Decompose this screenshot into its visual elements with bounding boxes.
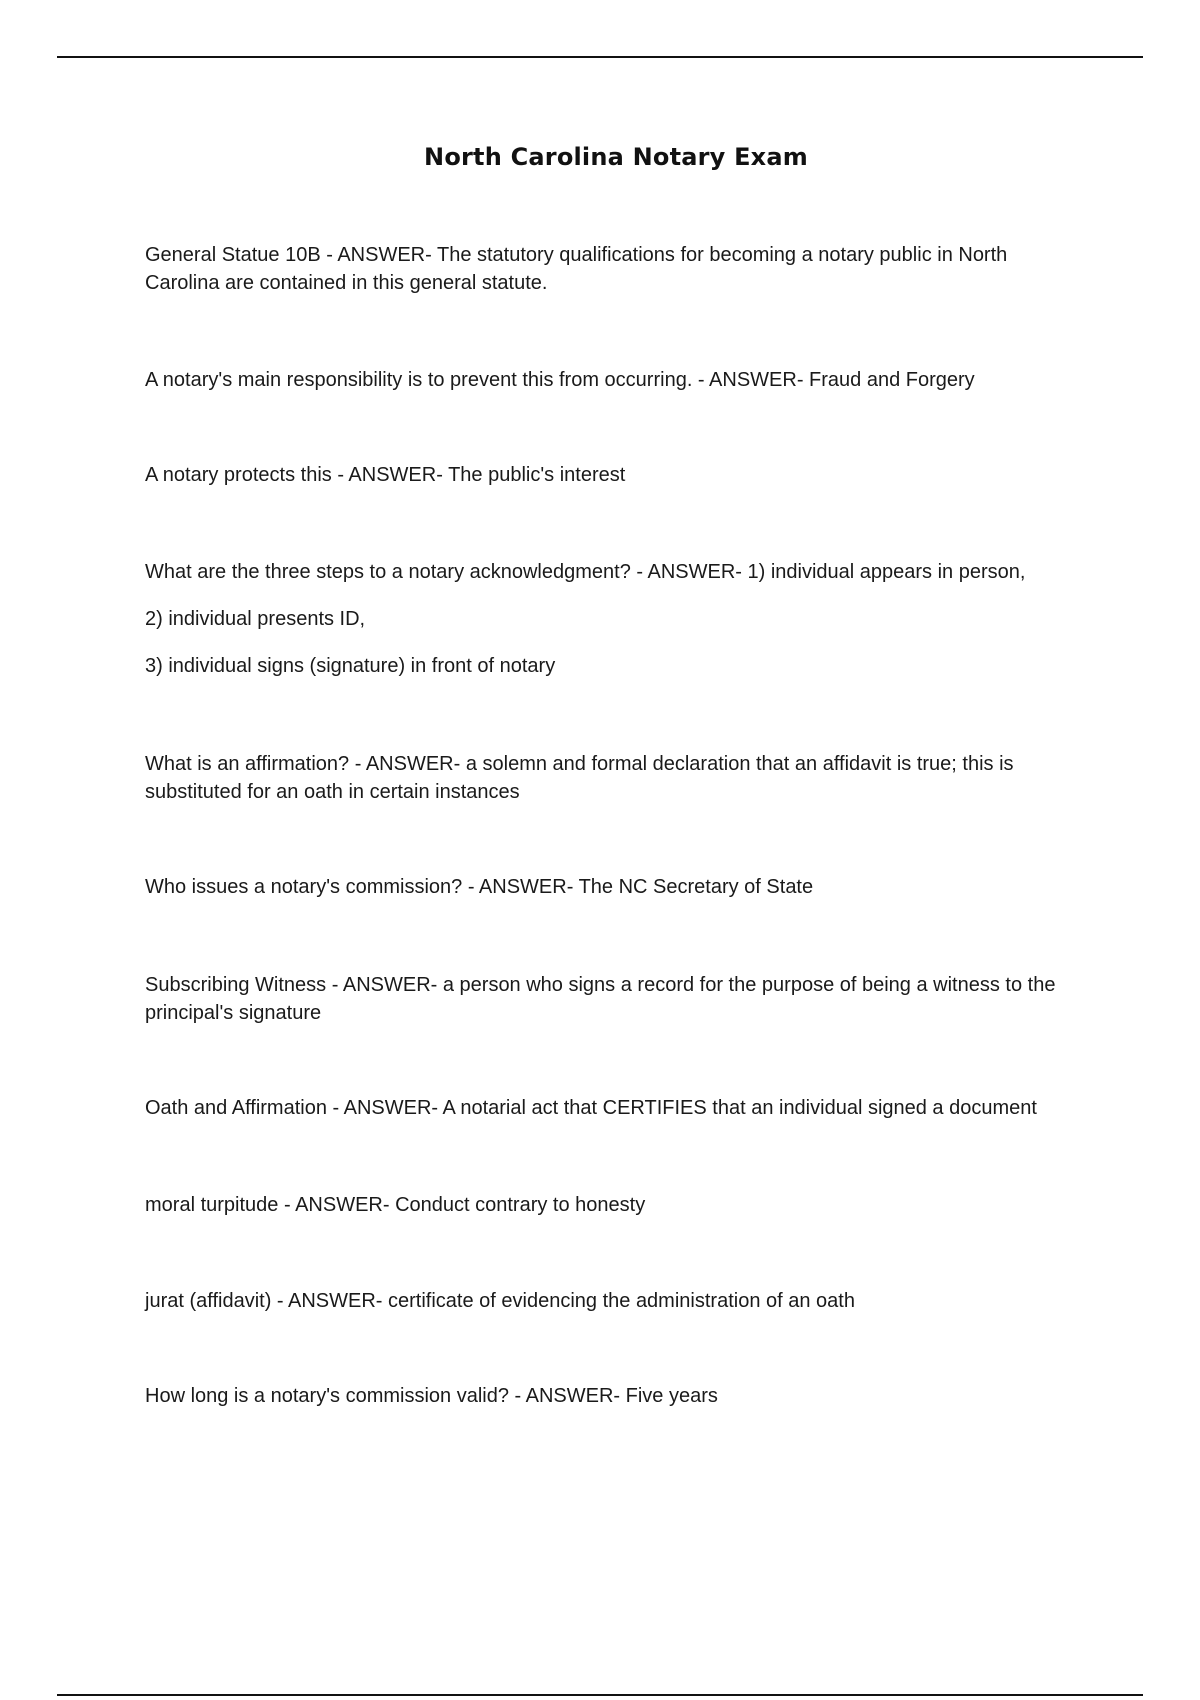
qa-entry-6 [145,873,1075,901]
document-title: North Carolina Notary Exam [424,143,808,171]
qa-entry-2 [145,366,1075,394]
bottom-rule [57,1694,1143,1696]
qa-entry-step-2: 2) individual presents ID, [145,608,366,630]
qa-entry-4 [145,558,1075,680]
qa-entry-5 [145,750,1075,806]
qa-entry-9 [145,1191,1075,1219]
qa-entry-3 [145,461,1075,489]
qa-entry-step-3: 3) individual signs (signature) in front of notary [145,655,556,677]
qa-entry-11 [145,1382,1075,1410]
qa-entry-text: How long is a notary's commission valid? - ANSWER- Five years [145,1385,718,1407]
qa-entry-1 [145,241,1075,297]
qa-entry-10 [145,1287,1075,1315]
qa-entry-text: General Statue 10B - ANSWER- The statutory qualifications for becoming a notary public in North Carolina are contained in this general statute. [145,244,1008,294]
qa-entry-8 [145,1094,1075,1122]
qa-entry-text: What is an affirmation? - ANSWER- a solemn and formal declaration that an affidavit is true; this is substituted for an oath in certain instances [145,753,1014,803]
qa-entry-text: jurat (affidavit) - ANSWER- certificate of evidencing the administration of an oath [145,1290,855,1312]
qa-entry-7 [145,971,1075,1027]
qa-entry-text: Subscribing Witness - ANSWER- a person who signs a record for the purpose of being a witness to the principal's signature [145,974,1056,1024]
qa-entry-text: What are the three steps to a notary acknowledgment? - ANSWER- 1) individual appears in person, [145,561,1026,583]
qa-entry-text: Oath and Affirmation - ANSWER- A notarial act that CERTIFIES that an individual signed a document [145,1097,1037,1119]
qa-entry-text: moral turpitude - ANSWER- Conduct contrary to honesty [145,1194,646,1216]
qa-entry-text: Who issues a notary's commission? - ANSWER- The NC Secretary of State [145,876,814,898]
top-rule [57,56,1143,58]
qa-entry-text: A notary's main responsibility is to prevent this from occurring. - ANSWER- Fraud and Forgery [145,369,975,391]
qa-entry-text: A notary protects this - ANSWER- The public's interest [145,464,626,486]
